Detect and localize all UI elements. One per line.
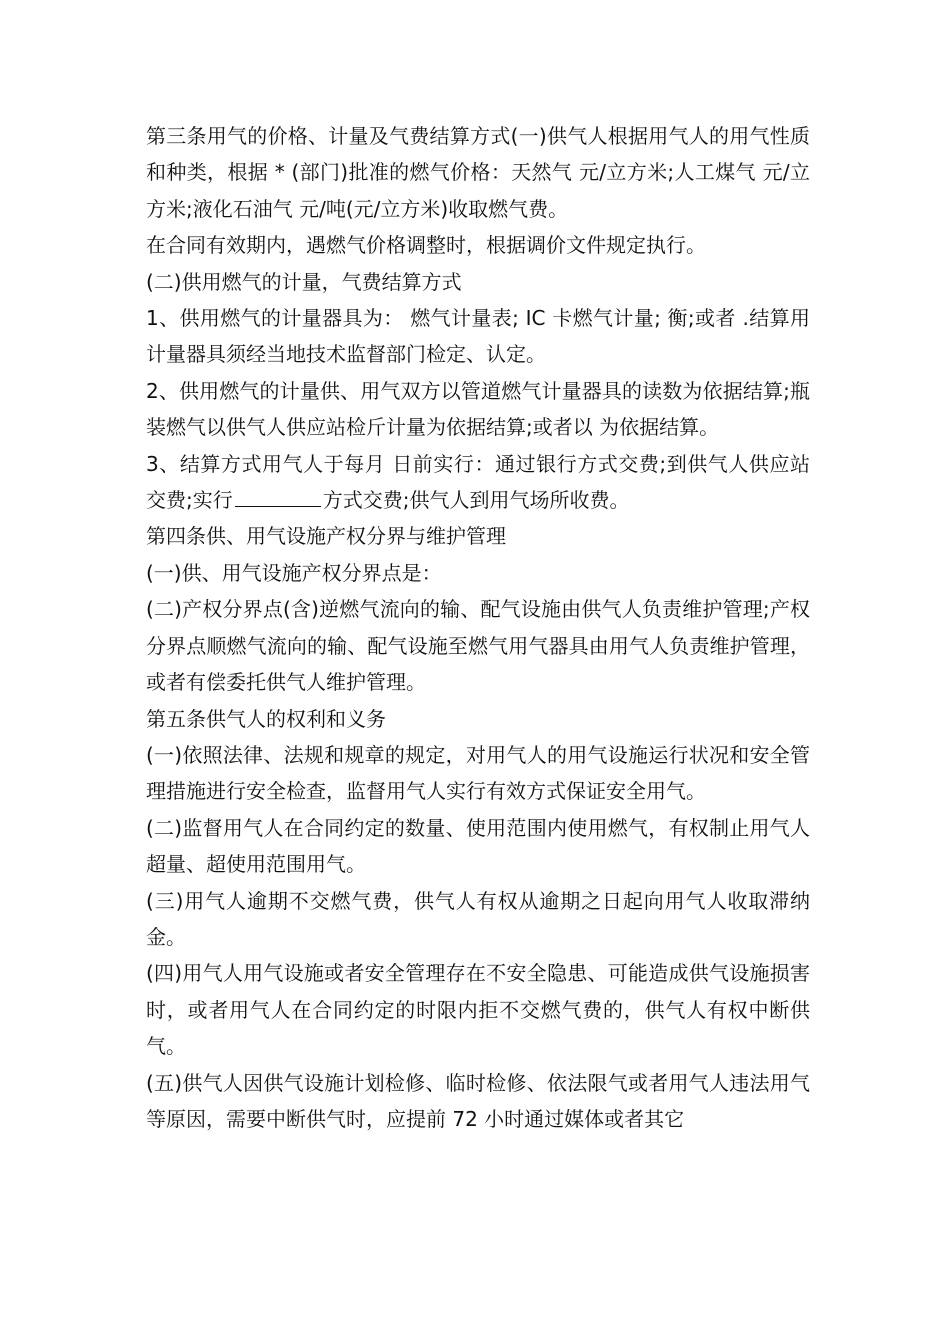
paragraph-interrupt-supply: (四)用气人用气设施或者安全管理存在不安全隐患、可能造成供气设施损害时，或者用气人在合同约定的时限内拒不交燃气费的，供气人有权中断供气。: [146, 961, 810, 1059]
paragraph-article-3-price: 第三条用气的价格、计量及气费结算方式(一)供气人根据用气人的用气性质和种类，根据 * (部门)批准的燃气价格：天然气 元/立方米;人工煤气 元/立方米;液化石油气 元/吨(元/立方米)收取燃气费。: [146, 124, 810, 221]
paragraph-usage-supervision: (二)监督用气人在合同约定的数量、使用范围内使用燃气，有权制止用气人超量、超使用范围用气。: [146, 815, 810, 877]
document-body: [146, 118, 810, 1137]
paragraph-boundary-point: (一)供、用气设施产权分界点是：: [146, 560, 442, 585]
paragraph-maintenance: (二)产权分界点(含)逆燃气流向的输、配气设施由供气人负责维护管理;产权分界点顺燃气流向的输、配气设施至燃气用气器具由用气人负责维护管理，或者有偿委托供气人维护管理。: [146, 597, 810, 695]
paragraph-safety-inspection: (一)依照法律、法规和规章的规定，对用气人的用气设施运行状况和安全管理措施进行安全检查，监督用气人实行有效方式保证安全用气。: [146, 742, 810, 804]
paragraph-late-fee: (三)用气人逾期不交燃气费，供气人有权从逾期之日起向用气人收取滞纳金。: [146, 888, 810, 949]
settlement-text-before: 3、结算方式用气人于每月 日前实行：通过银行方式交费;到供气人供应站交费;实行: [146, 451, 810, 513]
paragraph-price-adjustment: 在合同有效期内，遇燃气价格调整时，根据调价文件规定执行。: [146, 233, 706, 258]
paragraph-maintenance-notice: (五)供气人因供气设施计划检修、临时检修、依法限气或者用气人违法用气等原因，需要中断供气时，应提前 72 小时通过媒体或者其它: [146, 1070, 810, 1131]
settlement-text-after: 方式交费;供气人到用气场所收费。: [322, 488, 630, 513]
paragraph-settlement-method: [146, 446, 810, 519]
paragraph-metering-heading: (二)供用燃气的计量，气费结算方式: [146, 269, 462, 294]
paragraph-article-5-heading: 第五条供气人的权利和义务: [146, 706, 386, 731]
fill-in-blank: [235, 488, 321, 507]
paragraph-article-4-heading: 第四条供、用气设施产权分界与维护管理: [146, 524, 506, 549]
paragraph-metering-basis: 2、供用燃气的计量供、用气双方以管道燃气计量器具的读数为依据结算;瓶装燃气以供气人供应站检斤计量为依据结算;或者以 为依据结算。: [146, 378, 810, 440]
paragraph-metering-devices: 1、供用燃气的计量器具为： 燃气计量表; IC 卡燃气计量; 衡;或者 .结算用计量器具须经当地技术监督部门检定、认定。: [146, 306, 810, 367]
